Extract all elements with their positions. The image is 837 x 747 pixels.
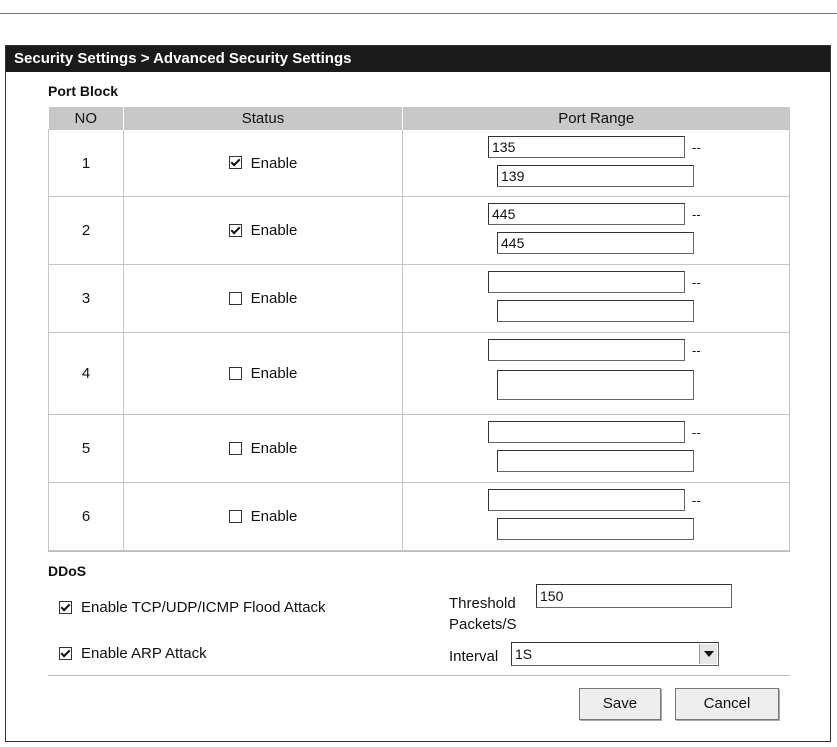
interval-select[interactable] [511, 642, 719, 666]
table-row [49, 415, 790, 483]
port-range-group [403, 415, 789, 482]
threshold-input[interactable]: 150 [536, 584, 732, 608]
row-number: 3 [49, 265, 124, 333]
port-range-group [403, 197, 789, 264]
table-row [49, 130, 790, 197]
row-number: 5 [49, 415, 124, 483]
interval-selected-value: 1S [515, 646, 533, 662]
section-divider [48, 551, 790, 552]
enable-label: Enable [250, 440, 298, 457]
row-number: 1 [49, 130, 124, 197]
port-start-input[interactable] [488, 339, 685, 361]
top-divider [0, 13, 837, 14]
row-status [124, 265, 403, 333]
threshold-label: Threshold [449, 595, 516, 612]
port-start-input[interactable]: 445 [488, 203, 685, 225]
column-header-no: NO [49, 107, 124, 130]
port-end-input[interactable] [497, 370, 694, 400]
row-status [124, 130, 403, 197]
flood-attack-option[interactable] [59, 599, 326, 616]
enable-label: Enable [250, 508, 298, 525]
enable-label: Enable [250, 365, 298, 382]
row-status [124, 333, 403, 415]
port-start-input[interactable] [488, 271, 685, 293]
enable-checkbox[interactable] [229, 156, 242, 169]
enable-checkbox[interactable] [229, 292, 242, 305]
row-port-range [403, 197, 790, 265]
column-header-status: Status [124, 107, 403, 130]
port-end-input[interactable]: 139 [497, 165, 694, 187]
row-port-range [403, 333, 790, 415]
port-end-input[interactable]: 445 [497, 232, 694, 254]
row-port-range [403, 130, 790, 197]
row-number: 4 [49, 333, 124, 415]
port-range-group [403, 333, 789, 414]
port-end-input[interactable] [497, 450, 694, 472]
advanced-security-panel [5, 45, 831, 742]
flood-attack-checkbox[interactable] [59, 601, 72, 614]
arp-attack-checkbox[interactable] [59, 647, 72, 660]
enable-label: Enable [250, 154, 298, 172]
row-port-range [403, 483, 790, 551]
chevron-down-icon[interactable] [699, 644, 717, 664]
cancel-button[interactable]: Cancel [675, 688, 779, 720]
port-end-input[interactable] [497, 300, 694, 322]
range-dash: -- [692, 207, 701, 222]
arp-attack-label: Enable ARP Attack [81, 645, 207, 662]
arp-attack-option[interactable] [59, 645, 207, 662]
port-start-input[interactable] [488, 489, 685, 511]
port-range-group [403, 483, 789, 550]
port-range-group [403, 265, 789, 332]
row-number: 2 [49, 197, 124, 265]
table-row [49, 197, 790, 265]
threshold-unit: Packets/S [449, 616, 517, 633]
port-block-table [48, 107, 790, 551]
page-title: Security Settings > Advanced Security Settings [6, 46, 830, 72]
enable-checkbox[interactable] [229, 442, 242, 455]
row-number: 6 [49, 483, 124, 551]
flood-attack-label: Enable TCP/UDP/ICMP Flood Attack [81, 599, 326, 616]
enable-checkbox[interactable] [229, 367, 242, 380]
column-header-port-range: Port Range [403, 107, 790, 130]
interval-label: Interval [449, 648, 499, 665]
range-dash: -- [692, 140, 701, 155]
enable-checkbox[interactable] [229, 224, 242, 237]
enable-label: Enable [250, 222, 298, 239]
port-end-input[interactable] [497, 518, 694, 540]
range-dash: -- [692, 343, 701, 358]
table-row [49, 483, 790, 551]
footer-divider [48, 675, 790, 676]
row-status [124, 415, 403, 483]
row-status [124, 197, 403, 265]
enable-label: Enable [250, 290, 298, 307]
range-dash: -- [692, 493, 701, 508]
table-row [49, 333, 790, 415]
enable-checkbox[interactable] [229, 510, 242, 523]
row-status [124, 483, 403, 551]
range-dash: -- [692, 425, 701, 440]
port-start-input[interactable] [488, 421, 685, 443]
port-block-title: Port Block [48, 83, 119, 99]
row-port-range [403, 265, 790, 333]
row-port-range [403, 415, 790, 483]
range-dash: -- [692, 275, 701, 290]
port-start-input[interactable]: 135 [488, 136, 685, 158]
port-range-group [403, 130, 789, 196]
ddos-title: DDoS [48, 563, 87, 579]
table-row [49, 265, 790, 333]
save-button[interactable]: Save [579, 688, 661, 720]
